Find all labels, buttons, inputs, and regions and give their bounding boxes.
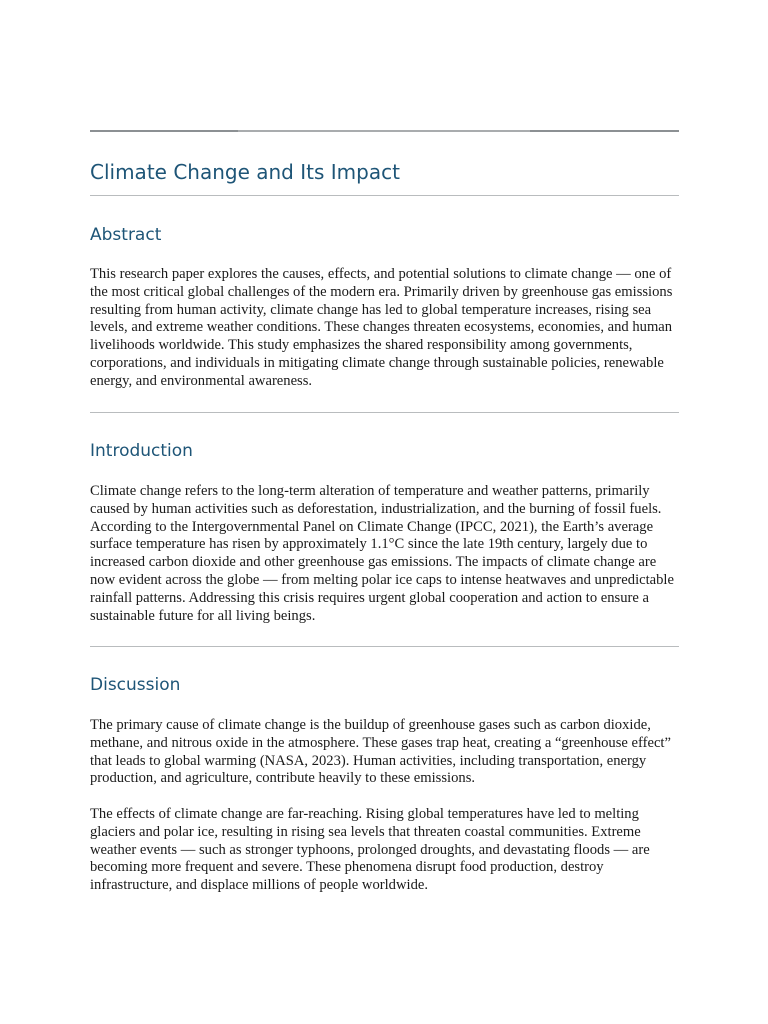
title-rule [90,195,679,196]
discussion-paragraph-1: The primary cause of climate change is the buildup of greenhouse gases such as carbon dioxide, methane, and nitrous oxide in the atmosphere. These gases trap heat, creating a “greenhouse effect” that leads to global warming (NASA, 2023). Human activities, including transportation, energy production, and agriculture, contribute heavily to these emissions. [90,717,671,787]
section-heading-abstract: Abstract [90,225,162,245]
introduction-paragraph: Climate change refers to the long-term alteration of temperature and weather patterns, primarily caused by human activities such as deforestation, industrialization, and the burning of fossil fuels. According to the Intergovernmental Panel on Climate Change (IPCC, 2021), the Earth’s average surface temperature has risen by approximately 1.1°C since the late 19th century, largely due to increased carbon dioxide and other greenhouse gas emissions. The impacts of climate change are now evident across the globe — from melting polar ice caps to intense heatwaves and unpredictable rainfall patterns. Addressing this crisis requires urgent global cooperation and action to ensure a sustainable future for all living beings. [90,483,674,624]
document-title: Climate Change and Its Impact [90,160,400,184]
section-divider-abstract [90,412,679,413]
section-divider-introduction [90,646,679,647]
discussion-paragraph-2: The effects of climate change are far-reaching. Rising global temperatures have led to melting glaciers and polar ice, resulting in rising sea levels that threaten coastal communities. Extreme weather events — such as stronger typhoons, prolonged droughts, and devastating floods — are becoming more frequent and severe. These phenomena disrupt food production, destroy infrastructure, and displace millions of people worldwide. [90,806,650,894]
section-heading-introduction: Introduction [90,441,193,461]
header-rule-accent-right [530,130,679,132]
section-heading-discussion: Discussion [90,675,181,695]
header-rule-accent-left [90,130,238,132]
abstract-paragraph: This research paper explores the causes, effects, and potential solutions to climate change — one of the most critical global challenges of the modern era. Primarily driven by greenhouse gas emissions resulting from human activity, climate change has led to global temperature increases, rising sea levels, and extreme weather conditions. These changes threaten ecosystems, economies, and human livelihoods worldwide. This study emphasizes the shared responsibility among governments, corporations, and individuals in mitigating climate change through sustainable policies, renewable energy, and environmental awareness. [90,266,673,389]
